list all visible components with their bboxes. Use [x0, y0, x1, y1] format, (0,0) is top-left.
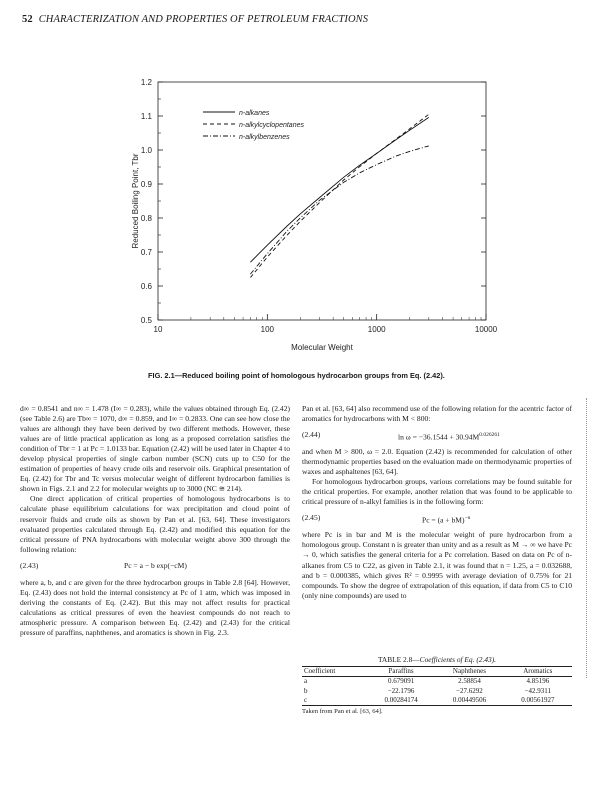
- text-column-right: [302, 404, 572, 601]
- equation-number: (2.43): [20, 560, 39, 570]
- boiling-point-chart: [0, 70, 604, 370]
- equation-body: [398, 430, 500, 443]
- table-header-cell: Coefficient: [302, 667, 367, 677]
- table-cell: c: [302, 696, 367, 706]
- equation-number: (2.45): [302, 513, 321, 523]
- table-grid: [302, 666, 572, 706]
- x-tick-label: 100: [260, 325, 275, 334]
- x-axis-label: Molecular Weight: [291, 343, 353, 352]
- paragraph: For homologous hydrocarbon groups, various correlations may be found suitable for the critical properties. For example, another relation that was found to be applicable to critical pressure of n-alkyl families is in the following form:: [302, 477, 572, 507]
- equation-exponent: −n: [464, 515, 471, 522]
- y-tick-label: 0.7: [140, 248, 152, 257]
- y-tick-label: 0.6: [140, 282, 152, 291]
- table-cell: −42.9311: [524, 686, 552, 695]
- legend-label: n-alkanes: [239, 110, 270, 117]
- x-tick-label: 10: [153, 325, 163, 334]
- table-cell: 0.00284174: [367, 696, 435, 706]
- paragraph: and when M > 800, ω = 2.0. Equation (2.42) is recommended for calculation of other thermodynamic properties based on the evaluation made on thermodynamic properties of waxes and asphaltenes [63, 64].: [302, 447, 572, 477]
- figure-caption: FIG. 2.1—Reduced boiling point of homologous hydrocarbon groups from Eq. (2.42).: [148, 371, 445, 380]
- y-tick-label: 0.8: [140, 214, 152, 223]
- legend-label: n-alkylbenzenes: [239, 134, 290, 141]
- equation-body: [422, 513, 470, 526]
- x-tick-label: 10000: [474, 325, 498, 334]
- table-title: [302, 655, 572, 664]
- series-line-n-alkylbenzenes: [250, 146, 428, 274]
- equation-exponent: 0.026261: [479, 432, 500, 439]
- plot-frame: [158, 82, 486, 320]
- y-tick-label: 0.9: [140, 180, 152, 189]
- table-cell: 0.00449506: [435, 696, 503, 706]
- table-source-note: Taken from Pan et al. [63, 64].: [302, 708, 383, 716]
- paragraph: d∞ = 0.8541 and n∞ = 1.478 (I∞ = 0.283), while the values obtained through Eq. (2.42) (see Table 2.6) are Tb∞ = 1070, d∞ = 0.859, and I∞ = 0.2833. One can see how close the values are although they have been derived by two different methods. However, these values are of little practical application as long as a proposed correlation satisfies the condition of Tbr = 1 at Pc = 1.0133 bar. Equation (2.42) will be used later in Chapter 4 to develop physical properties of single carbon number (SCN) cuts up to C50 for the estimation of properties of heavy crude oils and reservoir oils. Graphical presentation of Eq. (2.42) for Tbr and Tc versus molecular weight of different hydrocarbon families is shown in Figs. 2.1 and 2.2 for molecular weights up to 3000 (NC ≅ 214).: [20, 404, 290, 494]
- table-label: TABLE 2.8—: [377, 655, 420, 664]
- coefficients-table: [302, 655, 572, 716]
- table-cell: 2.58854: [458, 677, 481, 686]
- y-axis-label: Reduced Boiling Point, Tbr: [131, 153, 140, 249]
- table-cell: 0.00561927: [504, 696, 572, 706]
- table-row: [302, 696, 572, 706]
- table-cell: 0.679091: [387, 677, 415, 686]
- table-cell: b: [304, 686, 308, 695]
- y-tick-label: 1.0: [140, 146, 152, 155]
- running-header: [22, 14, 368, 25]
- paragraph: where a, b, and c are given for the three hydrocarbon groups in Table 2.8 [64]. However, Eq. (2.43) does not hold the internal consistency at Pc of 1 atm, which was imposed in deriving the constants of Eq. (2.42). But this may not affect results for practical calculations as critical pressures of even the heaviest compounds do not reach to atmospheric pressure. A comparison between Eq. (2.42) and (2.43) for the critical pressure of paraffins, naphthenes, and aromatics is shown in Fig. 2.3.: [20, 577, 290, 637]
- y-tick-label: 1.2: [140, 78, 152, 87]
- equation-main: Pc = (a + bM): [422, 515, 465, 525]
- table-row: [302, 677, 572, 687]
- equation-2-45: [302, 513, 572, 526]
- table-header-row: [302, 667, 572, 677]
- equation-body: Pc = a − b exp(−cM): [124, 560, 187, 570]
- y-tick-label: 0.5: [140, 316, 152, 325]
- paragraph: Pan et al. [63, 64] also recommend use of the following relation for the acentric factor of aromatics for hydrocarbons with M < 800:: [302, 404, 572, 424]
- equation-number: (2.44): [302, 430, 321, 440]
- paragraph: One direct application of critical properties of homologous hydrocarbons is to calculate phase equilibrium calculations for wax precipitation and cloud point of reservoir fluids and crude oils as shown by Pan et al. [63, 64]. These investigators evaluated properties calculated through Eq. (2.42) and modified this equation for the critical pressure of PNA hydrocarbons with molecular weight above 300 through the following relation:: [20, 494, 290, 554]
- table-header-cell: Paraffins: [367, 667, 435, 677]
- page-number: 52: [22, 14, 33, 25]
- table-header-cell: Aromatics: [504, 667, 572, 677]
- table-title-text: Coefficients of Eq. (2.43).: [419, 655, 497, 664]
- table-row: [302, 687, 572, 696]
- text-column-left: [20, 404, 290, 638]
- paragraph: where Pc is in bar and M is the molecular weight of pure hydrocarbon from a homologous group. Constant n is greater than unity and as a result as M → ∞ we have Pc → 0, which satisfies the general criteria for a Pc correlation. Based on data on Pc of n-alkanes from C5 to C22, as given in Table 2.1, it was found that n = 1.25, a = 0.032688, and b = 0.000385, which gives R² = 0.9995 with average deviation of 0.75% for 21 compounds. To show the degree of extrapolation of this equation, if data from C5 to C10 (only nine compounds) are used to: [302, 530, 572, 600]
- table-cell: a: [304, 677, 308, 686]
- x-tick-label: 1000: [367, 325, 386, 334]
- table-cell: −27.6292: [456, 686, 483, 695]
- running-title: CHARACTERIZATION AND PROPERTIES OF PETROLEUM FRACTIONS: [38, 14, 369, 25]
- table-cell: 4.85196: [526, 677, 550, 686]
- margin-dotted-rule: [586, 398, 587, 678]
- table-cell: −22.1796: [387, 686, 415, 695]
- table-header-cell: Naphthenes: [435, 667, 503, 677]
- legend-label: n-alkylcyclopentanes: [239, 122, 304, 129]
- equation-2-44: [302, 430, 572, 443]
- equation-2-43: [20, 561, 290, 574]
- y-tick-label: 1.1: [140, 112, 152, 121]
- equation-main: ln ω = −36.1544 + 30.94M: [398, 432, 480, 442]
